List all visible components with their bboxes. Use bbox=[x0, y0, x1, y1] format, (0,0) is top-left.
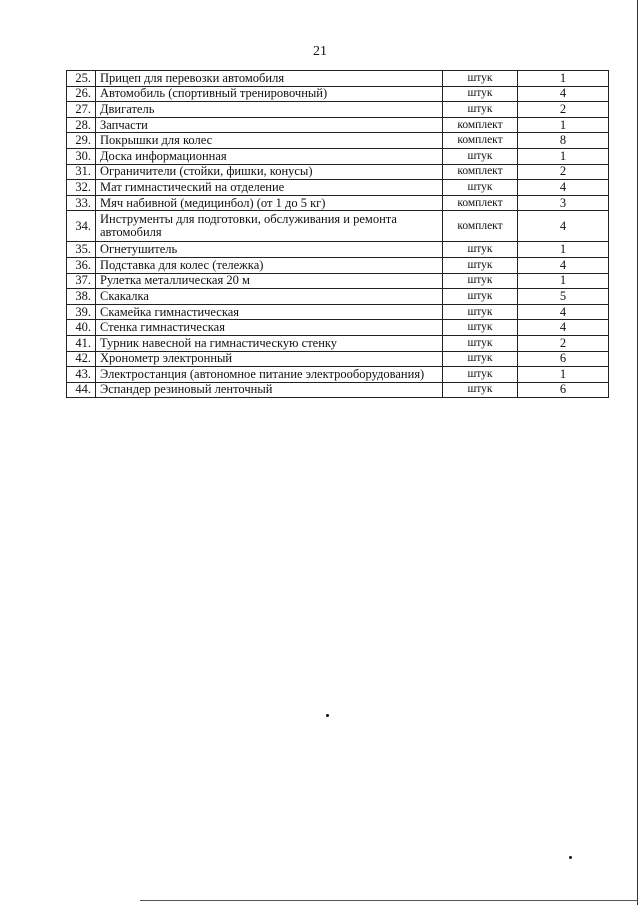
item-name: Инструменты для подготовки, обслуживания и ремонта автомобиля bbox=[96, 211, 443, 242]
table-row bbox=[67, 86, 609, 102]
row-number: 29. bbox=[67, 133, 96, 149]
item-name: Прицеп для перевозки автомобиля bbox=[96, 71, 443, 87]
item-name: Мат гимнастический на отделение bbox=[96, 180, 443, 196]
row-number: 34. bbox=[67, 211, 96, 242]
item-name: Подставка для колес (тележка) bbox=[96, 257, 443, 273]
table-row bbox=[67, 117, 609, 133]
row-number: 36. bbox=[67, 257, 96, 273]
item-name: Запчасти bbox=[96, 117, 443, 133]
row-number: 26. bbox=[67, 86, 96, 102]
item-name: Стенка гимнастическая bbox=[96, 320, 443, 336]
table-row bbox=[67, 211, 609, 242]
item-name: Автомобиль (спортивный тренировочный) bbox=[96, 86, 443, 102]
row-number: 37. bbox=[67, 273, 96, 289]
item-unit: штук bbox=[443, 304, 518, 320]
item-name: Скамейка гимнастическая bbox=[96, 304, 443, 320]
table-row bbox=[67, 148, 609, 164]
item-quantity: 1 bbox=[518, 117, 609, 133]
item-unit: штук bbox=[443, 102, 518, 118]
row-number: 35. bbox=[67, 242, 96, 258]
table-row bbox=[67, 304, 609, 320]
item-quantity: 1 bbox=[518, 367, 609, 383]
item-unit: штук bbox=[443, 71, 518, 87]
item-name: Электростанция (автономное питание электрооборудования) bbox=[96, 367, 443, 383]
row-number: 41. bbox=[67, 335, 96, 351]
row-number: 39. bbox=[67, 304, 96, 320]
row-number: 42. bbox=[67, 351, 96, 367]
item-quantity: 2 bbox=[518, 335, 609, 351]
table-row bbox=[67, 367, 609, 383]
row-number: 27. bbox=[67, 102, 96, 118]
item-unit: штук bbox=[443, 273, 518, 289]
item-name: Рулетка металлическая 20 м bbox=[96, 273, 443, 289]
item-unit: штук bbox=[443, 148, 518, 164]
row-number: 44. bbox=[67, 382, 96, 398]
item-quantity: 4 bbox=[518, 304, 609, 320]
row-number: 33. bbox=[67, 195, 96, 211]
item-quantity: 1 bbox=[518, 273, 609, 289]
row-number: 28. bbox=[67, 117, 96, 133]
item-quantity: 8 bbox=[518, 133, 609, 149]
item-quantity: 2 bbox=[518, 164, 609, 180]
table-row bbox=[67, 164, 609, 180]
table-row bbox=[67, 242, 609, 258]
item-unit: штук bbox=[443, 86, 518, 102]
table-row bbox=[67, 102, 609, 118]
table-row bbox=[67, 195, 609, 211]
item-quantity: 4 bbox=[518, 180, 609, 196]
item-unit: комплект bbox=[443, 117, 518, 133]
item-name: Покрышки для колес bbox=[96, 133, 443, 149]
equipment-table bbox=[66, 70, 609, 398]
item-unit: штук bbox=[443, 289, 518, 305]
table-row bbox=[67, 289, 609, 305]
row-number: 38. bbox=[67, 289, 96, 305]
table-row bbox=[67, 382, 609, 398]
table-row bbox=[67, 273, 609, 289]
item-name: Огнетушитель bbox=[96, 242, 443, 258]
item-unit: штук bbox=[443, 320, 518, 336]
item-quantity: 5 bbox=[518, 289, 609, 305]
item-name: Двигатель bbox=[96, 102, 443, 118]
row-number: 43. bbox=[67, 367, 96, 383]
table-row bbox=[67, 71, 609, 87]
table-row bbox=[67, 320, 609, 336]
item-unit: штук bbox=[443, 180, 518, 196]
item-quantity: 2 bbox=[518, 102, 609, 118]
item-name: Эспандер резиновый ленточный bbox=[96, 382, 443, 398]
row-number: 40. bbox=[67, 320, 96, 336]
item-unit: штук bbox=[443, 351, 518, 367]
item-unit: комплект bbox=[443, 211, 518, 242]
item-unit: комплект bbox=[443, 195, 518, 211]
item-name: Ограничители (стойки, фишки, конусы) bbox=[96, 164, 443, 180]
item-unit: штук bbox=[443, 382, 518, 398]
page-edge-bottom bbox=[140, 900, 638, 901]
item-unit: штук bbox=[443, 257, 518, 273]
item-unit: штук bbox=[443, 242, 518, 258]
table-row bbox=[67, 351, 609, 367]
scan-speck bbox=[326, 714, 329, 717]
row-number: 30. bbox=[67, 148, 96, 164]
item-name: Турник навесной на гимнастическую стенку bbox=[96, 335, 443, 351]
item-name: Скакалка bbox=[96, 289, 443, 305]
row-number: 32. bbox=[67, 180, 96, 196]
item-name: Мяч набивной (медицинбол) (от 1 до 5 кг) bbox=[96, 195, 443, 211]
table-row bbox=[67, 133, 609, 149]
table-row bbox=[67, 257, 609, 273]
table-row bbox=[67, 335, 609, 351]
item-quantity: 1 bbox=[518, 71, 609, 87]
item-quantity: 4 bbox=[518, 320, 609, 336]
item-unit: штук bbox=[443, 335, 518, 351]
item-quantity: 4 bbox=[518, 257, 609, 273]
item-unit: комплект bbox=[443, 164, 518, 180]
item-quantity: 1 bbox=[518, 242, 609, 258]
table-row bbox=[67, 180, 609, 196]
item-quantity: 3 bbox=[518, 195, 609, 211]
scan-speck bbox=[569, 856, 572, 859]
row-number: 31. bbox=[67, 164, 96, 180]
page-number: 21 bbox=[313, 44, 327, 59]
item-quantity: 1 bbox=[518, 148, 609, 164]
page-edge-right bbox=[637, 0, 638, 905]
item-unit: штук bbox=[443, 367, 518, 383]
item-quantity: 4 bbox=[518, 86, 609, 102]
item-name: Хронометр электронный bbox=[96, 351, 443, 367]
item-quantity: 4 bbox=[518, 211, 609, 242]
item-quantity: 6 bbox=[518, 382, 609, 398]
item-quantity: 6 bbox=[518, 351, 609, 367]
item-name: Доска информационная bbox=[96, 148, 443, 164]
item-unit: комплект bbox=[443, 133, 518, 149]
row-number: 25. bbox=[67, 71, 96, 87]
